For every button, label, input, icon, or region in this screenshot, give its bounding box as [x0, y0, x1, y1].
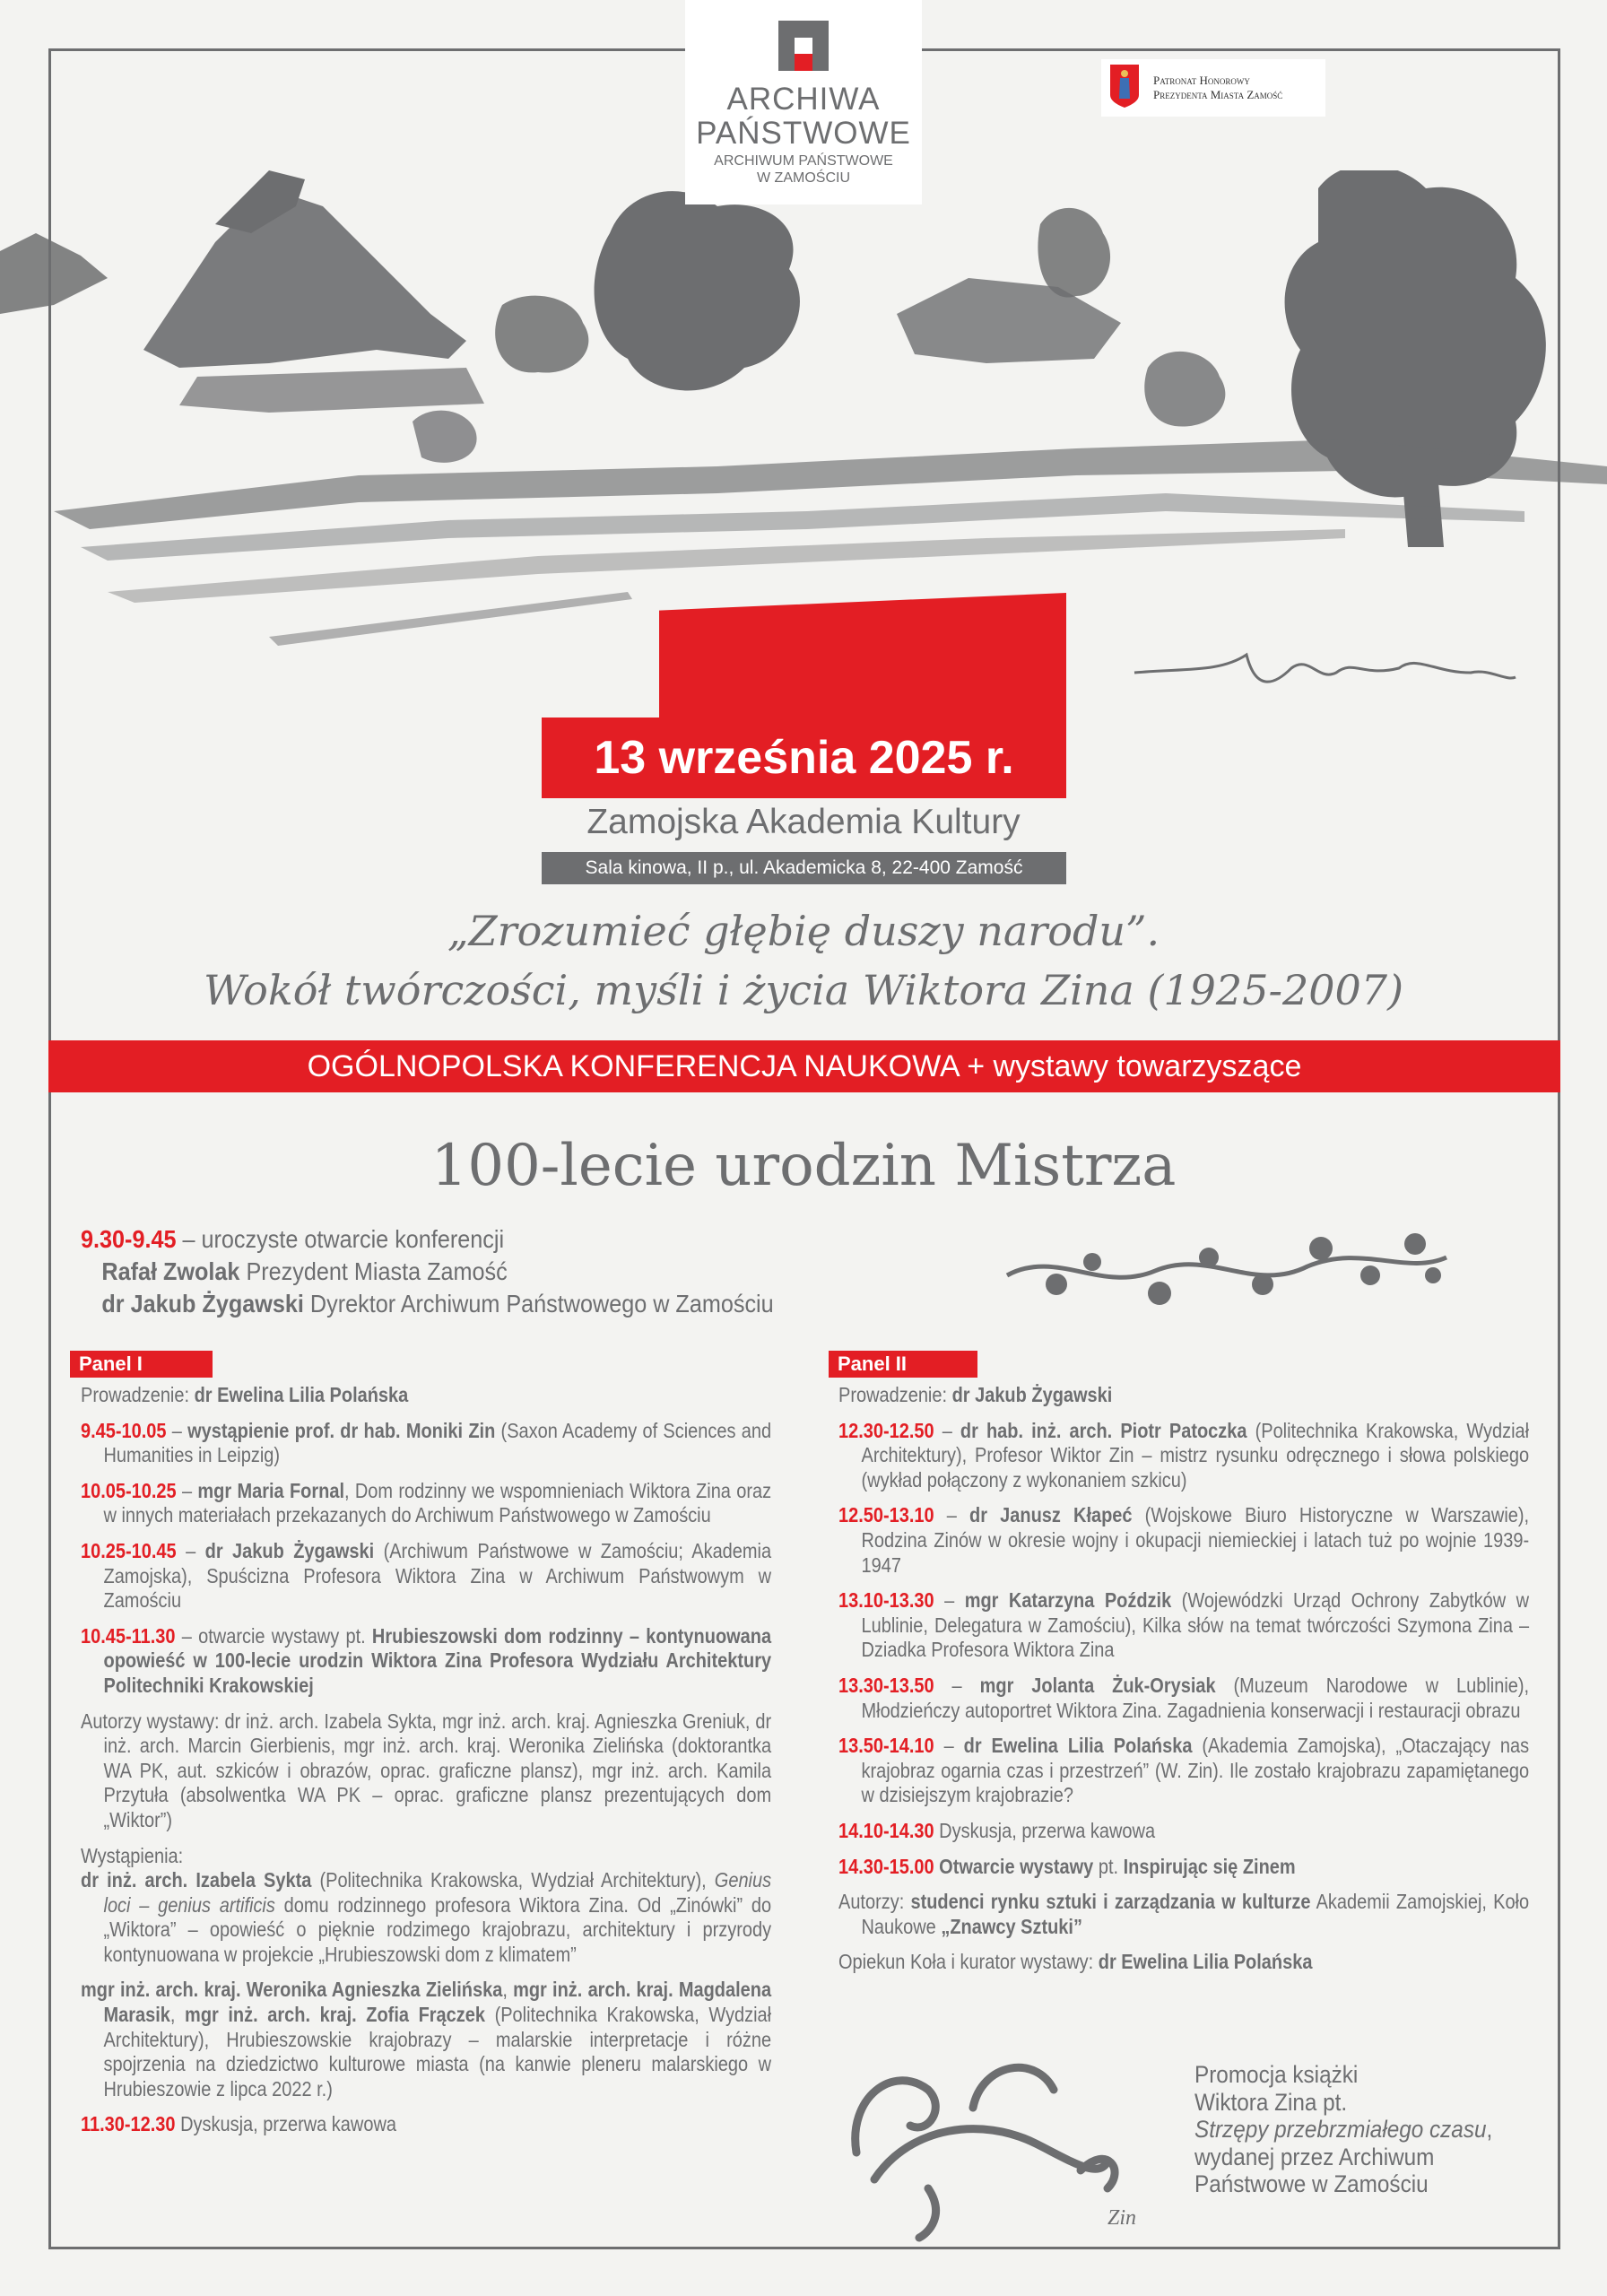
text-run: dr inż. arch. Izabela Sykta [81, 1868, 312, 1892]
time-slot: 13.50-14.10 [838, 1734, 934, 1758]
program-item [838, 1674, 1529, 1723]
program-item [81, 1844, 771, 1869]
text-run: Dyrektor Archiwum Państwowego w Zamościu [303, 1290, 774, 1318]
text-run: (Wojewódzki Urząd Ochrony Zabytków w Lublinie, Delegatura w Zamościu), Kilka słów na temat twórczości Szymona Zina – Dziadka Profesora Wiktora Zina [861, 1588, 1530, 1662]
panel-2-program [838, 1383, 1529, 1986]
program-item [838, 1819, 1529, 1844]
text-run: – [934, 1588, 965, 1613]
text-run: – otwarcie wystawy pt. [175, 1623, 372, 1648]
text-run: Prowadzenie: [838, 1383, 952, 1406]
text-run: mgr Jolanta Żuk-Orysiak [979, 1673, 1216, 1697]
text-run: dr Jakub Żygawski [101, 1290, 304, 1318]
conference-title [0, 901, 1607, 1020]
promo-book-title: Strzępy przebrzmiałego czasu [1194, 2116, 1487, 2143]
title-line1: „Zrozumieć głębię duszy narodu”. [447, 907, 1160, 955]
program-item [81, 1383, 771, 1408]
text-run: pt. [1093, 1854, 1124, 1878]
time-slot: 9.30-9.45 [81, 1225, 177, 1253]
text-run: – [166, 1418, 188, 1442]
text-run: (Wojskowe Biuro Historyczne w Warszawie), Rodzina Zinów w okresie wojny i okupacji niemieckiej i latach tuż po wojnie 1939-1947 [861, 1503, 1530, 1577]
text-run: domu rodzinnego profesora Wiktora Zina. Od „Zinówki” do „Wiktora” – opowieść o pięknie rodzimego krajobrazu, architektury i przyrody kontynuowana w projekcie „Hrubieszowski dom z klimatem” [103, 1892, 772, 1966]
text-run: dr Ewelina Lilia Polańska [963, 1734, 1193, 1758]
text-run: wystąpienie prof. dr hab. Moniki Zin [187, 1418, 496, 1442]
patronage-line2: Prezydenta Miasta Zamość [1153, 88, 1283, 101]
text-run: Genius loci – genius artificis [103, 1868, 772, 1917]
time-slot: 9.45-10.05 [81, 1418, 167, 1442]
text-run: (Akademia Zamojska), „Otaczający nas krajobraz ogarnia czas i przestrzeń” (W. Zin). Ile zostało krajobrazu zapamiętanego w dzisiejszym krajobrazie? [861, 1734, 1530, 1807]
book-promotion [1194, 2061, 1492, 2198]
opening-session [81, 1223, 969, 1320]
archive-logo-icon [778, 21, 829, 71]
opening-line [81, 1223, 969, 1256]
text-run: „Znawcy Sztuki” [941, 1914, 1082, 1938]
text-run: mgr Maria Fornal [197, 1478, 344, 1502]
text-run: Otwarcie wystawy [934, 1854, 1094, 1878]
time-slot: 13.10-13.30 [838, 1588, 934, 1613]
time-slot: 14.10-14.30 [838, 1818, 934, 1842]
program-item [81, 2112, 771, 2137]
text-run: studenci rynku sztuki i zarządzania w kulturze [910, 1890, 1311, 1914]
program-item [81, 1419, 771, 1468]
text-run: Rafał Zwolak [101, 1257, 240, 1285]
program-item [81, 1868, 771, 1967]
program-item [838, 1734, 1529, 1808]
text-run: mgr inż. arch. kraj. Zofia Frączek [185, 2003, 485, 2027]
program-item [838, 1419, 1529, 1493]
promo-line2: Wiktora Zina pt. [1194, 2088, 1348, 2116]
text-run: Opiekun Koła i kurator wystawy: [838, 1950, 1099, 1974]
promo-line4: wydanej przez Archiwum [1194, 2143, 1435, 2170]
time-slot: 12.30-12.50 [838, 1418, 934, 1442]
program-item [838, 1890, 1529, 1939]
program-item [81, 1479, 771, 1528]
text-run: mgr inż. arch. kraj. Magdalena Marasik [103, 1978, 772, 2027]
text-run: Prowadzenie: [81, 1383, 195, 1406]
panel-2-label: Panel II [829, 1351, 977, 1378]
text-run: – [934, 1418, 960, 1442]
archiwa-panstwowe-logo [685, 0, 922, 204]
program-item [838, 1383, 1529, 1408]
program-item [838, 1855, 1529, 1880]
text-run: mgr Katarzyna Poździk [964, 1588, 1172, 1613]
text-run: Autorzy wystawy: dr inż. arch. Izabela Sykta, mgr inż. arch. kraj. Agnieszka Greniuk, dr inż. arch. Marcin Gierbienis, mgr inż. arch. kraj. Weronika Zielińska (doktorantka WA PK, aut. szkiców i obrazów, oprac. graficzne plansz), mgr inż. arch. Kamila Przytuła (absolwentka WA PK – oprac. graficzne plansz prezentujących dom „Wiktor”) [81, 1709, 772, 1831]
panel-1-program [81, 1383, 771, 2148]
text-run: – [934, 1673, 980, 1697]
text-run: Inspirując się Zinem [1123, 1854, 1296, 1878]
text-run: , Dom rodzinny we wspomnieniach Wiktora Zina oraz w innych materiałach przekazanych do Archiwum Państwowego w Zamościu [103, 1478, 772, 1527]
promo-comma: , [1486, 2116, 1493, 2143]
time-slot: 14.30-15.00 [838, 1854, 934, 1878]
text-run: Dyskusja, przerwa kawowa [934, 1818, 1156, 1842]
text-run: (Archiwum Państwowe w Zamościu; Akademia Zamojska), Spuścizna Profesora Wiktora Zina w Archiwum Państwowym w Zamościu [103, 1538, 772, 1613]
red-accent-shape [659, 593, 1066, 718]
time-slot: 10.45-11.30 [81, 1623, 176, 1648]
text-run: – [176, 1538, 205, 1562]
time-slot: 10.25-10.45 [81, 1538, 177, 1562]
logo-sub2: W ZAMOŚCIU [757, 170, 850, 186]
time-slot: 12.50-13.10 [838, 1503, 934, 1527]
conference-banner: OGÓLNOPOLSKA KONFERENCJA NAUKOWA + wystawy towarzyszące [48, 1040, 1560, 1092]
text-run: Prezydent Miasta Zamość [239, 1257, 508, 1285]
promo-line1: Promocja książki [1194, 2061, 1359, 2088]
program-item [838, 1503, 1529, 1578]
program-item [838, 1588, 1529, 1663]
honorary-patronage [1101, 59, 1325, 117]
event-date: 13 września 2025 r. [542, 718, 1066, 798]
baroque-ornament-illustration [838, 2045, 1179, 2242]
text-run: (Politechnika Krakowska, Wydział Architektury), [311, 1868, 715, 1892]
patronage-line1: Patronat Honorowy [1153, 74, 1250, 87]
text-run: dr Janusz Kłapeć [969, 1503, 1133, 1527]
program-item [81, 1978, 771, 2101]
opening-line [81, 1288, 969, 1320]
program-item [81, 1709, 771, 1833]
event-venue: Zamojska Akademia Kultury [586, 803, 1021, 841]
text-run: – [934, 1734, 964, 1758]
text-run: , [169, 2003, 186, 2027]
text-run: Akademii Zamojskiej, Koło Naukowe [861, 1890, 1530, 1938]
text-run: (Muzeum Narodowe w Lublinie), Młodzieńczy autoportret Wiktora Zina. Zagadnienia konserwacji i restauracji obrazu [861, 1673, 1530, 1722]
text-run: dr Jakub Żygawski [204, 1538, 375, 1562]
text-run: dr Jakub Żygawski [951, 1383, 1113, 1406]
program-item [838, 1950, 1529, 1975]
text-run: Wystąpienia: [81, 1843, 184, 1867]
opening-line [81, 1256, 969, 1288]
vine-ornament-illustration [1003, 1222, 1451, 1320]
text-run: – [934, 1503, 970, 1527]
panel-1-label: Panel I [70, 1351, 213, 1378]
time-slot: 10.05-10.25 [81, 1478, 177, 1502]
text-run: – uroczyste otwarcie konferencji [176, 1225, 505, 1253]
time-slot: 13.30-13.50 [838, 1673, 934, 1697]
logo-line2: PAŃSTWOWE [696, 116, 911, 151]
text-run: mgr inż. arch. kraj. Weronika Agnieszka Zielińska [81, 1978, 503, 2002]
logo-sub1: ARCHIWUM PAŃSTWOWE [714, 153, 893, 169]
logo-line1: ARCHIWA [726, 82, 881, 117]
title-line2: Wokół twórczości, myśli i życia Wiktora Zina (1925-2007) [203, 966, 1404, 1014]
promo-line5: Państwowe w Zamościu [1194, 2170, 1429, 2197]
text-run: Hrubieszowski dom rodzinny – kontynuowana opowieść w 100-lecie urodzin Wiktora Zina Profesora Wydziału Architektury Politechniki Krakowskiej [103, 1623, 772, 1697]
signature-zin [1134, 655, 1516, 682]
text-run: , [502, 1978, 514, 2002]
text-run: dr Ewelina Lilia Polańska [194, 1383, 409, 1406]
text-run: (Politechnika Krakowska, Wydział Architektury), Profesor Wiktor Zin – mistrz rysunku odręcznego i słowa polskiego (wykład połączony z wykonaniem szkicu) [861, 1418, 1530, 1492]
text-run: (Politechnika Krakowska, Wydział Architektury), Hrubieszowskie krajobrazy – malarskie interpretacje i różne spojrzenia na dziedzictwo kulturowe miasta (na kanwie pleneru malarskiego w Hrubieszowie z lipca 2022 r.) [103, 2003, 772, 2100]
program-item [81, 1539, 771, 1613]
program-item [81, 1624, 771, 1699]
ornament-signature: Zin [1108, 2206, 1137, 2230]
text-run: Dyskusja, przerwa kawowa [175, 2112, 396, 2136]
text-run: – [176, 1478, 198, 1502]
anniversary-subtitle: 100-lecie urodzin Mistrza [430, 1133, 1177, 1199]
event-address: Sala kinowa, II p., ul. Akademicka 8, 22-400 Zamość [542, 852, 1066, 884]
text-run: dr Ewelina Lilia Polańska [1098, 1950, 1313, 1974]
text-run: dr hab. inż. arch. Piotr Patoczka [960, 1418, 1247, 1442]
time-slot: 11.30-12.30 [81, 2112, 176, 2136]
text-run: (Saxon Academy of Sciences and Humanities in Leipzig) [103, 1418, 772, 1467]
text-run: Autorzy: [838, 1890, 911, 1914]
zamosc-crest-icon [1110, 65, 1139, 108]
